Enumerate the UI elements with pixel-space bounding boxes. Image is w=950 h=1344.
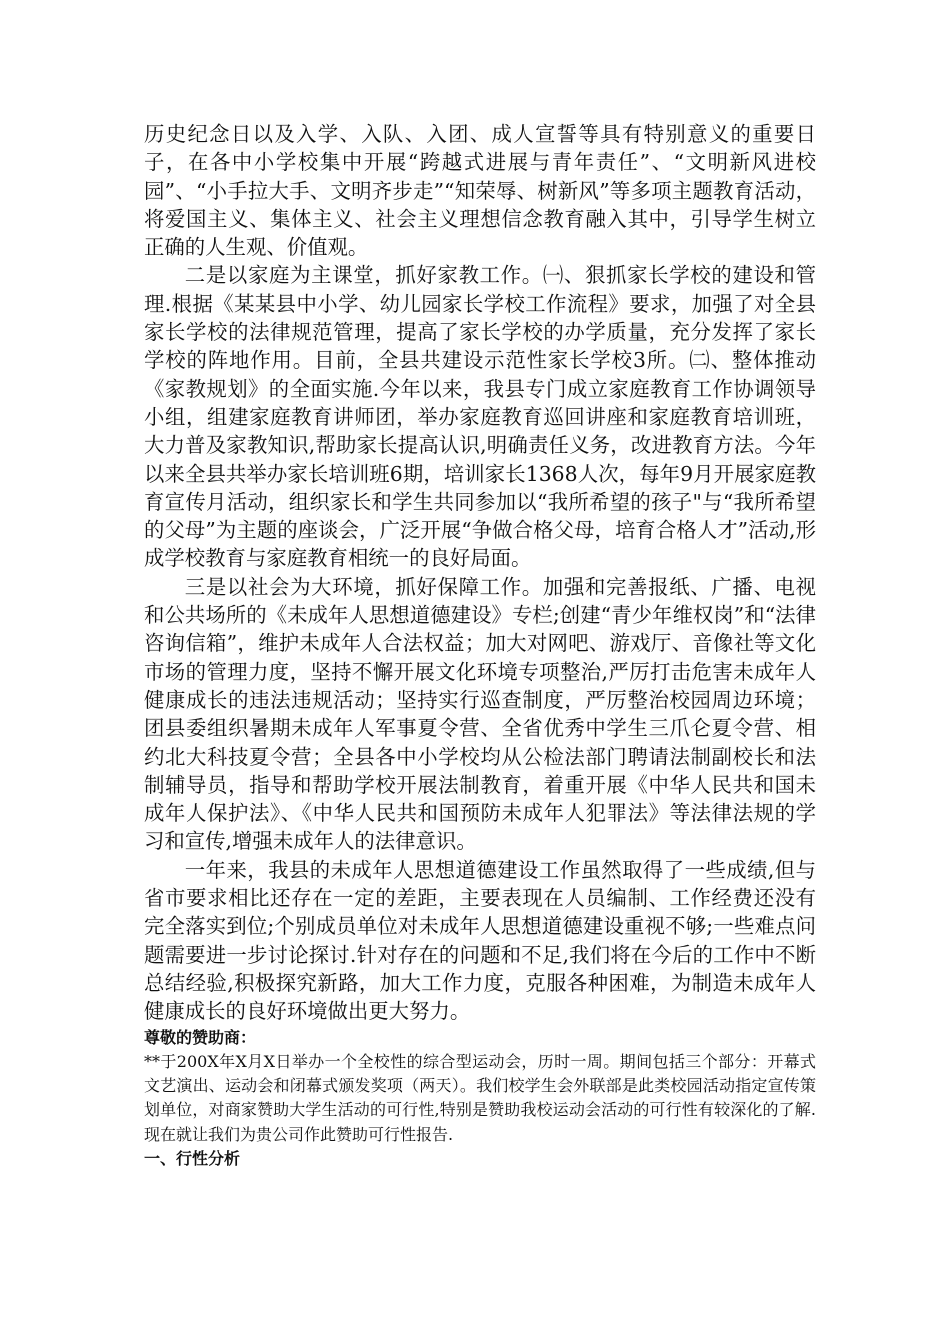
letter-greeting: 尊敬的赞助商： — [144, 1027, 257, 1047]
letter-body: **于200X年X月X日举办一个全校性的综合型运动会，历时一周。期间包括三个部分：开幕式文艺演出、运动会和闭幕式颁发奖项（两天）。我们校学生会外联部是此类校园活动指定宣传策划单位，对商家赞助大学生活动的可行性,特别是赞助我校运动会活动的可行性有较深化的了解.现在就让我们为贵公司作此赞助可行性报告. — [144, 1051, 816, 1144]
paragraph-memorial-days: 历史纪念日以及入学、入队、入团、成人宣誓等具有特别意义的重要日子，在各中小学校集中开展“跨越式进展与青年责任”、“文明新风进校园”、“小手拉大手、文明齐步走”“知荣辱、树新风”等多项主题教育活动，将爱国主义、集体主义、社会主义理想信念教育融入其中，引导学生树立正确的人生观、价值观。 — [144, 122, 816, 260]
paragraph-family-education: 二是以家庭为主课堂，抓好家教工作。㈠、狠抓家长学校的建设和管理.根据《某某县中小学、幼儿园家长学校工作流程》要求，加强了对全县家长学校的法律规范管理，提高了家长学校的办学质量，充分发挥了家长学校的阵地作用。目前，全县共建设示范性家长学校3所。㈡、整体推动《家教规划》的全面实施.今年以来，我县专门成立家庭教育工作协调领导小组，组建家庭教育讲师团，举办家庭教育巡回讲座和家庭教育培训班，大力普及家教知识,帮助家长提高认识,明确责任义务，改进教育方法。今年以来全县共举办家长培训班6期，培训家长1368人次，每年9月开展家庭教育宣传月活动，组织家长和学生共同参加以“我所希望的孩子"与“我所希望的父母”为主题的座谈会，广泛开展“争做合格父母，培育合格人才”活动,形成学校教育与家庭教育相统一的良好局面。 — [144, 263, 816, 571]
paragraph-summary: 一年来，我县的未成年人思想道德建设工作虽然取得了一些成绩,但与省市要求相比还存在一定的差距，主要表现在人员编制、工作经费还没有完全落实到位;个别成员单位对未成年人思想道德建设重视不够;一些难点问题需要进一步讨论探讨.针对存在的问题和不足,我们将在今后的工作中不断总结经验,积极探究新路，加大工作力度，克服各种困难，为制造未成年人健康成长的良好环境做出更大努力。 — [144, 857, 816, 1024]
document-page — [144, 120, 816, 1171]
section-heading: 一、行性分析 — [144, 1149, 241, 1169]
paragraph-social-environment: 三是以社会为大环境，抓好保障工作。加强和完善报纸、广播、电视和公共场所的《未成年人思想道德建设》专栏;创建“青少年维权岗”和“法律咨询信箱”，维护未成年人合法权益；加大对网吧、游戏厅、音像社等文化市场的管理力度，坚持不懈开展文化环境专项整治,严厉打击危害未成年人健康成长的违法违规活动；坚持实行巡查制度，严厉整治校园周边环境；团县委组织暑期未成年人军事夏令营、全省优秀中学生三爪仑夏令营、相约北大科技夏令营；全县各中小学校均从公检法部门聘请法制副校长和法制辅导员，指导和帮助学校开展法制教育，着重开展《中华人民共和国未成年人保护法》、《中华人民共和国预防未成年人犯罪法》等法律法规的学习和宣传,增强未成年人的法律意识。 — [144, 574, 816, 854]
